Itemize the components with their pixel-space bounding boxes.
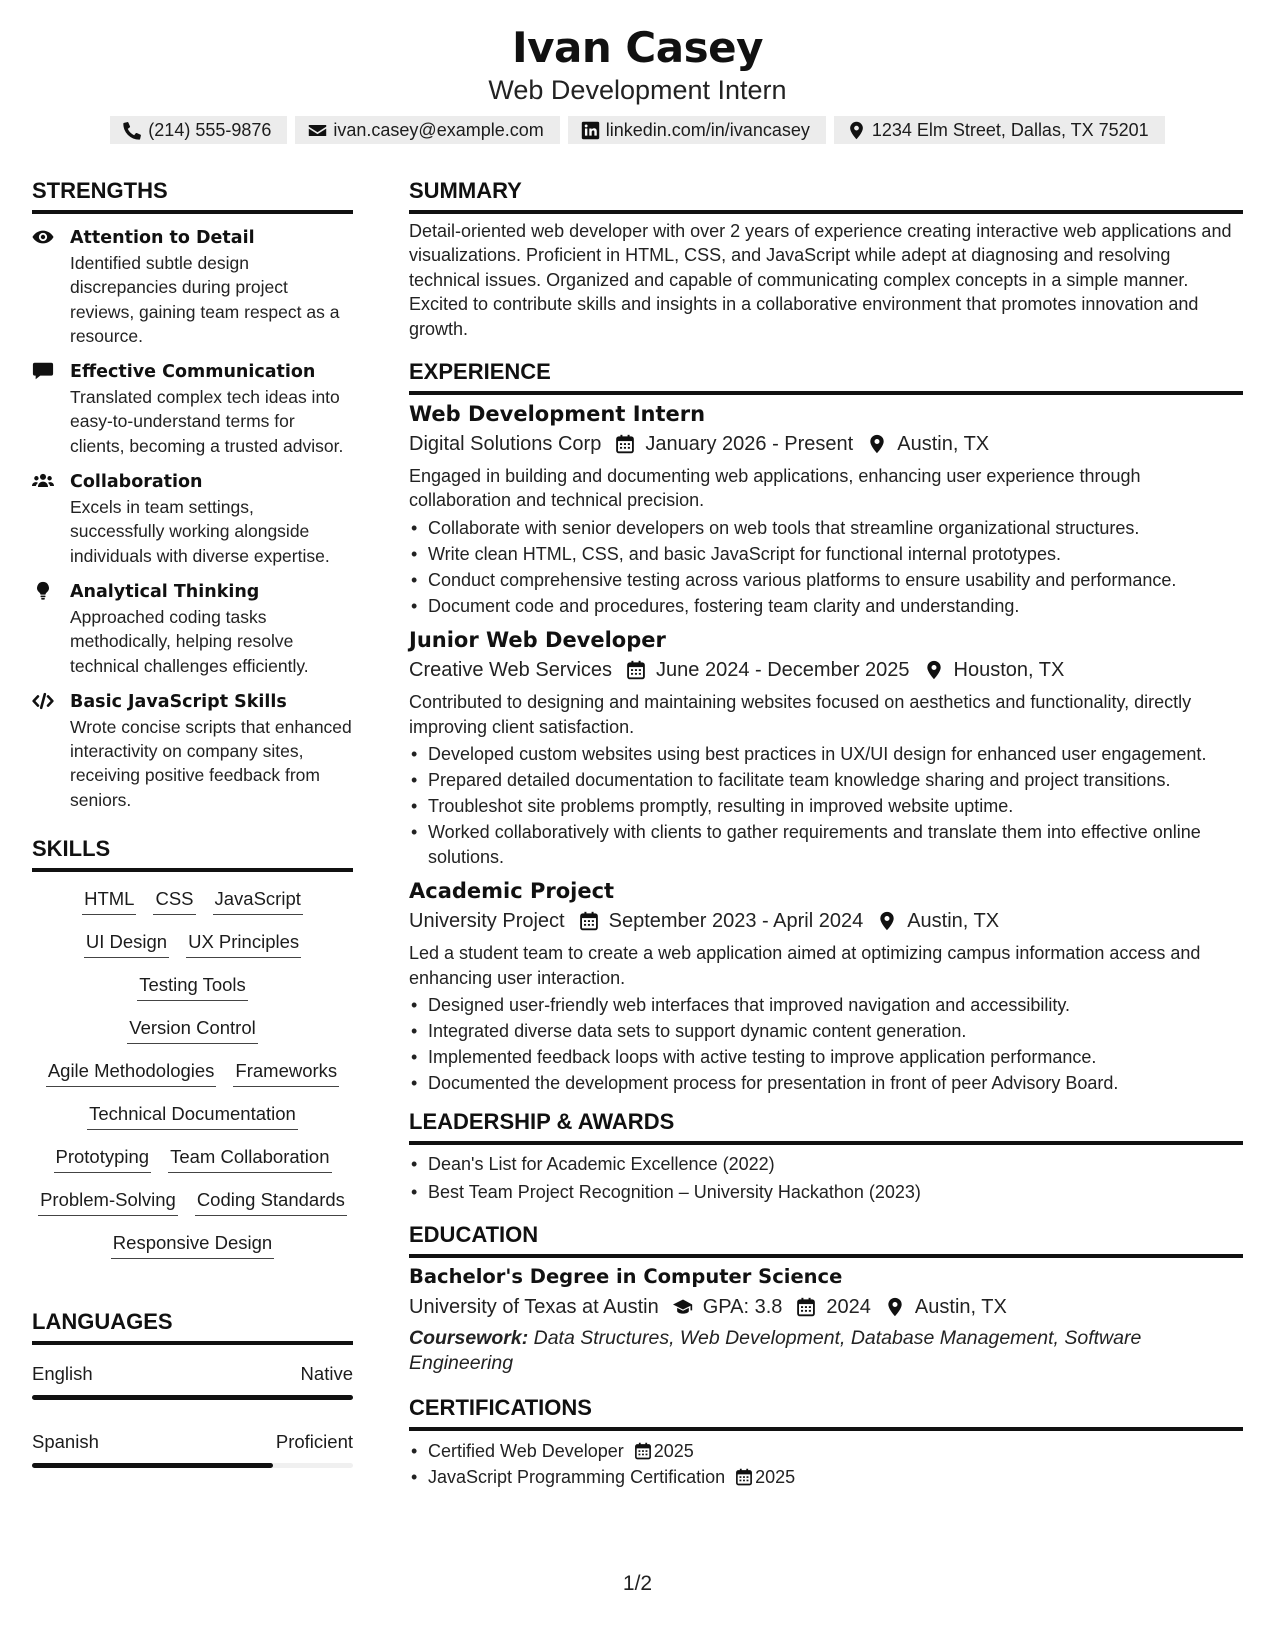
certifications-heading: CERTIFICATIONS	[409, 1395, 1243, 1431]
certifications-list	[409, 1439, 1243, 1490]
job-dates: September 2023 - April 2024	[608, 910, 864, 933]
job-company: University Project	[409, 910, 565, 933]
left-column	[32, 178, 353, 1468]
skill-tag: Frameworks	[233, 1058, 339, 1087]
job-title: Web Development Intern	[409, 402, 706, 427]
linkedin-text: linkedin.com/in/ivancasey	[605, 119, 810, 140]
certification-year: 2025	[755, 1467, 796, 1488]
address-chip[interactable]	[834, 116, 1165, 144]
experience-heading: EXPERIENCE	[409, 359, 1243, 395]
job-bullet: • Implemented feedback loops with active testing to improve application performance.	[409, 1045, 1243, 1070]
education-section	[409, 1222, 1243, 1375]
job-entry	[409, 626, 1243, 869]
language-name: Spanish	[32, 1431, 99, 1453]
job-dates: June 2024 - December 2025	[656, 659, 910, 682]
job-bullet: • Troubleshot site problems promptly, resulting in improved website uptime.	[409, 794, 1243, 819]
skills-list	[32, 886, 353, 1259]
job-bullet: • Integrated diverse data sets to support dynamic content generation.	[409, 1019, 1243, 1044]
language-item	[32, 1362, 353, 1400]
skill-tag: Technical Documentation	[87, 1101, 298, 1130]
summary-text: Detail-oriented web developer with over 2 years of experience creating interactive web applications and visualizations. Proficient in HTML, CSS, and JavaScript while adept at diagnosing and resolving technical issues. Organized and capable of communicating complex concepts in a simple manner. Excited to contribute skills and insights in a collaborative environment that promotes innovation and growth.	[409, 221, 1232, 339]
job-meta	[409, 428, 1243, 460]
calendar-icon	[735, 1468, 753, 1486]
strength-item	[32, 689, 353, 812]
job-entry	[409, 877, 1243, 1095]
certification-name: Certified Web Developer	[428, 1441, 624, 1462]
email-text: ivan.casey@example.com	[333, 119, 544, 140]
language-proficiency-bar	[32, 1395, 353, 1400]
job-company: Creative Web Services	[409, 659, 613, 682]
job-summary: Engaged in building and documenting web applications, enhancing user experience through collaboration and technical precision.	[409, 466, 1141, 511]
strength-title: Analytical Thinking	[70, 581, 260, 602]
language-proficiency-fill	[32, 1395, 353, 1400]
resume-header	[0, 22, 1275, 144]
calendar-icon	[579, 911, 599, 931]
language-proficiency-fill	[32, 1463, 273, 1468]
certification-item	[409, 1465, 1243, 1490]
job-bullet: • Document code and procedures, fostering team clarity and understanding.	[409, 594, 1243, 619]
eye-icon	[32, 227, 54, 247]
strength-description: Translated complex tech ideas into easy-to-understand terms for clients, becoming a trusted advisor.	[70, 387, 344, 456]
phone-icon	[123, 121, 142, 140]
language-level: Proficient	[275, 1431, 353, 1453]
skills-heading: SKILLS	[32, 836, 353, 872]
certification-item	[409, 1439, 1243, 1464]
skill-tag: Testing Tools	[137, 972, 248, 1001]
strength-title: Collaboration	[70, 472, 203, 493]
calendar-icon	[796, 1297, 816, 1317]
leadership-section	[409, 1109, 1243, 1204]
right-column	[409, 178, 1243, 1491]
job-dates: January 2026 - Present	[645, 433, 854, 456]
gpa: GPA: 3.8	[702, 1296, 783, 1319]
strengths-section	[32, 178, 353, 812]
skill-tag: CSS	[153, 886, 195, 915]
job-title: Junior Web Developer	[409, 628, 666, 653]
coursework-list: Data Structures, Web Development, Database Management, Software Engineering	[409, 1327, 1142, 1374]
language-proficiency-bar	[32, 1463, 353, 1468]
job-location: Houston, TX	[953, 659, 1065, 682]
certification-name: JavaScript Programming Certification	[428, 1467, 726, 1488]
job-summary: Led a student team to create a web application aimed at optimizing campus information access and enhancing user interaction.	[409, 943, 1201, 988]
job-title: Academic Project	[409, 879, 615, 904]
email-chip[interactable]	[295, 116, 559, 144]
skill-tag: Team Collaboration	[168, 1144, 331, 1173]
language-level: Native	[300, 1363, 353, 1385]
job-meta	[409, 654, 1243, 686]
award-item: • Dean's List for Academic Excellence (2022)	[409, 1152, 1243, 1177]
education-meta	[409, 1291, 1243, 1323]
language-name: English	[32, 1363, 93, 1385]
map-pin-icon	[885, 1297, 905, 1317]
users-icon	[32, 471, 54, 491]
job-bullets	[409, 516, 1243, 619]
job-bullets	[409, 993, 1243, 1096]
languages-heading: LANGUAGES	[32, 1309, 353, 1345]
envelope-icon	[308, 121, 327, 140]
job-bullet: • Write clean HTML, CSS, and basic JavaScript for functional internal prototypes.	[409, 542, 1243, 567]
skill-tag: HTML	[82, 886, 136, 915]
graduation-cap-icon	[673, 1297, 693, 1317]
strengths-heading: STRENGTHS	[32, 178, 353, 214]
strength-description: Excels in team settings, successfully working alongside individuals with diverse expertise.	[70, 497, 330, 566]
calendar-icon	[615, 434, 635, 454]
job-company: Digital Solutions Corp	[409, 433, 602, 456]
experience-section	[409, 359, 1243, 1095]
strength-description: Approached coding tasks methodically, helping resolve technical challenges efficiently.	[70, 606, 309, 676]
job-meta	[409, 905, 1243, 937]
contact-bar	[0, 116, 1275, 144]
summary-section	[409, 178, 1243, 341]
linkedin-chip[interactable]	[568, 116, 826, 144]
skill-tag: Problem-Solving	[38, 1187, 178, 1216]
map-pin-icon	[877, 911, 897, 931]
skill-tag: Responsive Design	[111, 1230, 274, 1259]
phone-chip[interactable]	[110, 116, 287, 144]
graduation-year: 2024	[826, 1296, 871, 1319]
skill-tag: JavaScript	[213, 886, 303, 915]
phone-text: (214) 555-9876	[148, 119, 272, 140]
lightbulb-icon	[32, 581, 54, 601]
address-text: 1234 Elm Street, Dallas, TX 75201	[871, 119, 1149, 140]
linkedin-icon	[581, 121, 600, 140]
languages-section	[32, 1309, 353, 1468]
strength-title: Effective Communication	[70, 362, 316, 383]
page-number: 1/2	[622, 1572, 653, 1595]
leadership-heading: LEADERSHIP & AWARDS	[409, 1109, 1243, 1145]
skills-section	[32, 836, 353, 1259]
skill-tag: Prototyping	[54, 1144, 152, 1173]
education-heading: EDUCATION	[409, 1222, 1243, 1258]
job-bullet: • Conduct comprehensive testing across various platforms to ensure usability and performance.	[409, 568, 1243, 593]
map-pin-icon	[924, 660, 944, 680]
language-item	[32, 1430, 353, 1468]
skill-tag: Agile Methodologies	[46, 1058, 217, 1087]
job-bullet: • Prepared detailed documentation to facilitate team knowledge sharing and project transitions.	[409, 768, 1243, 793]
strength-item	[32, 469, 353, 568]
job-entry	[409, 400, 1243, 618]
coursework-label: Coursework:	[409, 1327, 529, 1350]
strength-description: Identified subtle design discrepancies during project reviews, gaining team respect as a resource.	[70, 253, 340, 346]
award-item: • Best Team Project Recognition – University Hackathon (2023)	[409, 1180, 1243, 1205]
map-pin-icon	[847, 121, 866, 140]
degree-title: Bachelor's Degree in Computer Science	[409, 1265, 843, 1289]
job-bullet: • Worked collaboratively with clients to gather requirements and translate them into effective online solutions.	[409, 820, 1243, 869]
job-bullet: • Designed user-friendly web interfaces that improved navigation and accessibility.	[409, 993, 1243, 1018]
strength-item	[32, 359, 353, 458]
skill-tag: UX Principles	[186, 929, 301, 958]
job-bullet: • Developed custom websites using best practices in UX/UI design for enhanced user engagement.	[409, 742, 1243, 767]
calendar-icon	[626, 660, 646, 680]
skill-tag: Version Control	[127, 1015, 257, 1044]
calendar-icon	[634, 1442, 652, 1460]
summary-heading: SUMMARY	[409, 178, 1243, 214]
code-icon	[32, 691, 54, 711]
coursework	[409, 1326, 1243, 1375]
job-bullets	[409, 742, 1243, 869]
school-location: Austin, TX	[914, 1296, 1007, 1319]
job-location: Austin, TX	[907, 910, 1000, 933]
strength-title: Attention to Detail	[70, 228, 255, 248]
certifications-section	[409, 1395, 1243, 1490]
candidate-headline: Web Development Intern	[488, 75, 787, 105]
comment-icon	[32, 361, 54, 381]
certification-year: 2025	[653, 1441, 694, 1462]
strength-item	[32, 579, 353, 678]
strength-title: Basic JavaScript Skills	[70, 691, 287, 712]
skill-tag: Coding Standards	[195, 1187, 347, 1216]
school-name: University of Texas at Austin	[409, 1296, 659, 1319]
strength-item	[32, 225, 353, 348]
job-location: Austin, TX	[897, 433, 990, 456]
candidate-name: Ivan Casey	[512, 23, 763, 72]
leadership-list	[409, 1152, 1243, 1204]
map-pin-icon	[867, 434, 887, 454]
skill-tag: UI Design	[84, 929, 169, 958]
job-summary: Contributed to designing and maintaining websites focused on aesthetics and functionality, directly improving client satisfaction.	[409, 692, 1192, 737]
strength-description: Wrote concise scripts that enhanced interactivity on company sites, receiving positive feedback from seniors.	[70, 716, 352, 810]
job-bullet: • Collaborate with senior developers on web tools that streamline organizational structures.	[409, 516, 1243, 541]
job-bullet: • Documented the development process for presentation in front of peer Advisory Board.	[409, 1071, 1243, 1096]
